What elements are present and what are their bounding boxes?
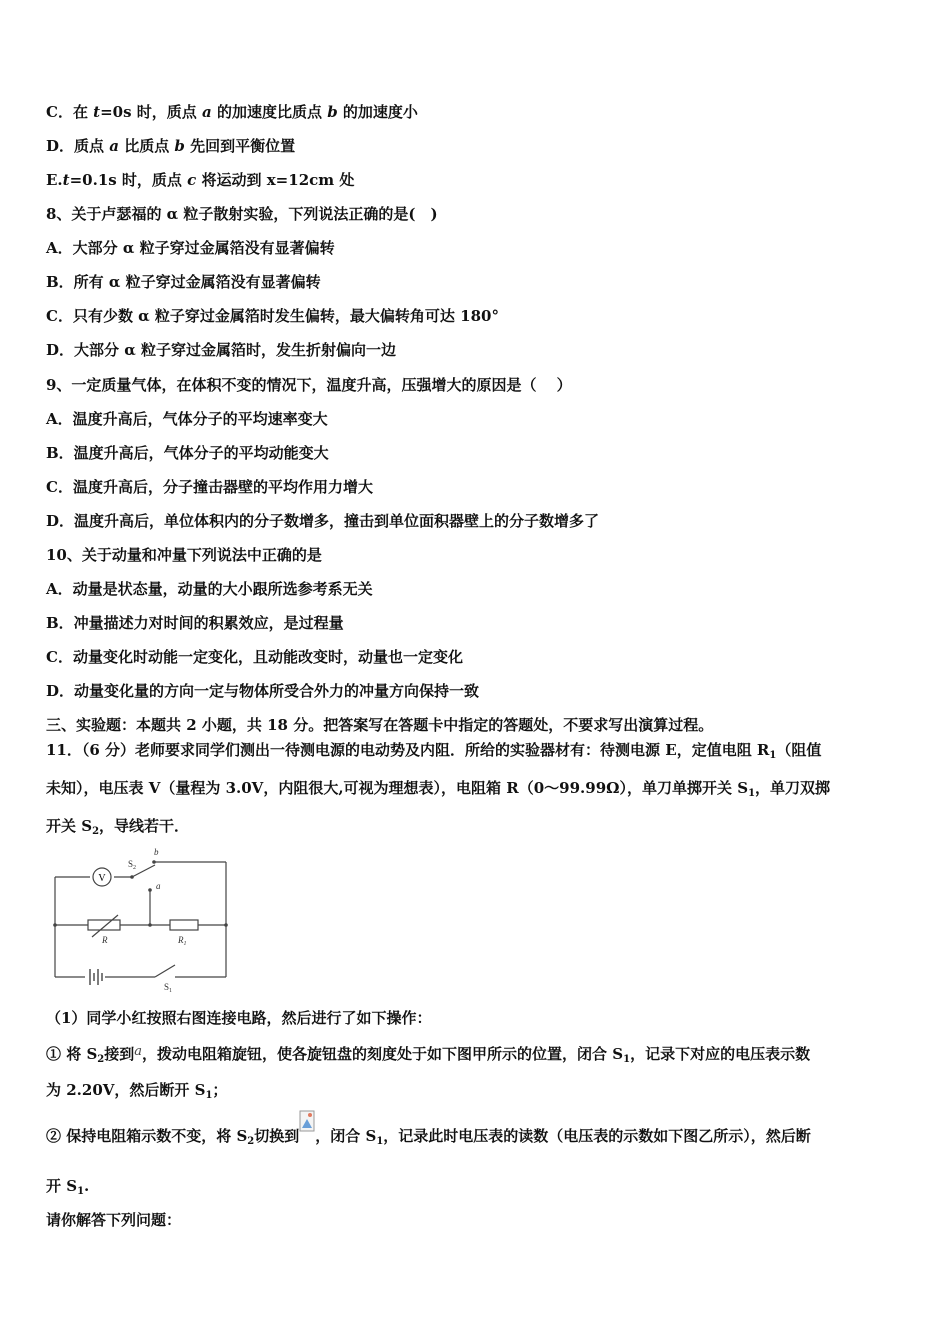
rheostat-r — [88, 920, 120, 930]
label-s1: $S_1$ — [164, 982, 173, 994]
broken-image-icon — [299, 1110, 315, 1132]
label-r1: $R_1$ — [178, 935, 187, 947]
q9-option-d: D．温度升高后，单位体积内的分子数增多，撞击到单位面积器壁上的分子数增多了 — [46, 512, 600, 530]
label-a: a — [156, 881, 161, 891]
q7-option-d: D．质点 a 比质点 b 先回到平衡位置 — [46, 137, 296, 155]
q11-line-2: 未知），电压表 V（量程为 3.0V，内阻很大,可视为理想表），电阻箱 R（0～99.99Ω），单刀单掷开关 $S_1$，单刀双掷 — [46, 779, 831, 799]
q8-option-c: C．只有少数 α 粒子穿过金属箔时发生偏转，最大偏转角可达 180° — [46, 307, 499, 325]
voltmeter-label: V — [98, 873, 106, 884]
q9-option-b: B．温度升高后，气体分子的平均动能变大 — [46, 444, 329, 462]
battery — [90, 969, 102, 985]
q8-stem: 8、关于卢瑟福的 α 粒子散射实验，下列说法正确的是( ) — [46, 205, 438, 223]
q9-option-a: A．温度升高后，气体分子的平均速率变大 — [46, 410, 328, 428]
label-r: R — [102, 935, 108, 945]
voltmeter — [93, 868, 111, 886]
section-3-heading: 三、实验题：本题共 2 小题，共 18 分。把答案写在答题卡中指定的答题处，不要求写出演算过程。 — [46, 716, 714, 734]
resistor-r1 — [170, 920, 198, 930]
q10-stem: 10、关于动量和冲量下列说法中正确的是 — [46, 546, 322, 564]
q7-option-e: E.t=0.1s 时，质点 c 将运动到 x=12cm 处 — [46, 171, 355, 189]
q10-option-c: C．动量变化时动能一定变化，且动能改变时，动量也一定变化 — [46, 648, 463, 666]
q10-option-d: D．动量变化量的方向一定与物体所受合外力的冲量方向保持一致 — [46, 682, 480, 700]
circuit-diagram — [50, 845, 235, 995]
q11-step-2-line-2: 开 $S_1$. — [46, 1177, 90, 1197]
q9-stem: 9、一定质量气体，在体积不变的情况下，温度升高，压强增大的原因是（ ） — [46, 376, 572, 394]
q8-option-a: A．大部分 α 粒子穿过金属箔没有显著偏转 — [46, 239, 335, 257]
q7-option-c: C．在 t=0s 时，质点 a 的加速度比质点 b 的加速度小 — [46, 103, 418, 121]
q11-ask: 请你解答下列问题： — [46, 1211, 182, 1229]
q11-line-3: 开关 $S_2$，导线若干． — [46, 817, 190, 837]
q8-option-d: D．大部分 α 粒子穿过金属箔时，发生折射偏向一边 — [46, 341, 396, 359]
q8-option-b: B．所有 α 粒子穿过金属箔没有显著偏转 — [46, 273, 321, 291]
q11-step-1-line-1: ① 将 $S_2$接到a，拨动电阻箱旋钮，使各旋钮盘的刻度处于如下图甲所示的位置，闭合 $S_1$，记录下对应的电压表示数 — [46, 1044, 811, 1065]
q10-option-a: A．动量是状态量，动量的大小跟所选参考系无关 — [46, 580, 373, 598]
label-s2: $S_2$ — [128, 859, 137, 871]
q11-line-1: 11．（6 分）老师要求同学们测出一待测电源的电动势及内阻．所给的实验器材有：待测电源 E，定值电阻 $R_1$（阻值 — [46, 741, 822, 761]
q10-option-b: B．冲量描述力对时间的积累效应，是过程量 — [46, 614, 344, 632]
q9-option-c: C．温度升高后，分子撞击器壁的平均作用力增大 — [46, 478, 373, 496]
q11-part-1: （1）同学小红按照右图连接电路，然后进行了如下操作： — [46, 1009, 432, 1027]
label-b: b — [154, 847, 159, 857]
q11-step-1-line-2: 为 2.20V，然后断开 $S_1$； — [46, 1081, 228, 1101]
q11-step-2-line-1: ② 保持电阻箱示数不变，将 $S_2$切换到 ，闭合 $S_1$，记录此时电压表的读数（电压表的示数如下图乙所示），然后断 — [46, 1126, 811, 1152]
